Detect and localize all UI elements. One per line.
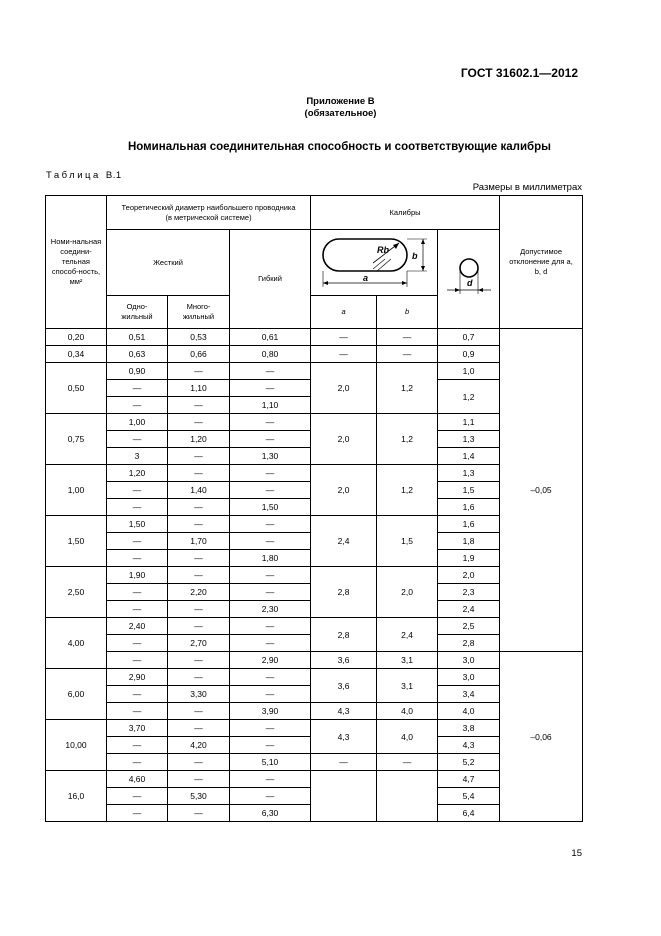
cell-d: 4,3	[438, 737, 500, 754]
cell-multi: 1,40	[168, 482, 230, 499]
cell-single: —	[107, 533, 168, 550]
cell-d: 1,5	[438, 482, 500, 499]
cell-nominal: 0,34	[46, 346, 107, 363]
cell-a: 2,4	[311, 516, 377, 567]
col-b-header: b	[377, 296, 438, 329]
cell-b: 1,2	[377, 465, 438, 516]
cell-flexible: 1,50	[230, 499, 311, 516]
cell-flexible: —	[230, 380, 311, 397]
cell-d: 1,6	[438, 499, 500, 516]
cell-a: 4,3	[311, 720, 377, 754]
cell-multi: —	[168, 771, 230, 788]
cell-nominal: 6,00	[46, 669, 107, 720]
cell-multi: —	[168, 618, 230, 635]
table-row	[46, 652, 583, 669]
cell-single: —	[107, 397, 168, 414]
cell-flexible: —	[230, 465, 311, 482]
cell-b: —	[377, 346, 438, 363]
cell-multi: —	[168, 720, 230, 737]
cell-d: 1,4	[438, 448, 500, 465]
cell-d: 3,8	[438, 720, 500, 737]
round-gauge-figure	[438, 230, 500, 329]
diameter-label: d	[466, 278, 473, 288]
cell-d: 1,6	[438, 516, 500, 533]
cell-d: 3,0	[438, 669, 500, 686]
units-note: Размеры в миллиметрах	[472, 182, 582, 193]
cell-single: —	[107, 686, 168, 703]
table-label	[46, 170, 122, 181]
slot-gauge-figure	[311, 230, 438, 296]
cell-single: 0,90	[107, 363, 168, 380]
cell-flexible: —	[230, 363, 311, 380]
cell-multi: 2,20	[168, 584, 230, 601]
cell-nominal: 16,0	[46, 771, 107, 822]
cell-d: 3,4	[438, 686, 500, 703]
table-row	[46, 329, 583, 346]
cell-flexible: —	[230, 533, 311, 550]
col-nominal-header: Номи-нальная соедини-тельная способ-ность, мм²	[46, 196, 107, 329]
cell-d: 3,0	[438, 652, 500, 669]
cell-a: —	[311, 346, 377, 363]
cell-a: —	[311, 754, 377, 771]
cell-single: 0,51	[107, 329, 168, 346]
cell-flexible: 5,10	[230, 754, 311, 771]
cell-multi: —	[168, 567, 230, 584]
cell-d: 1,3	[438, 431, 500, 448]
cell-multi: 1,10	[168, 380, 230, 397]
col-tolerance-header: Допустимое отклонение для a, b, d	[500, 196, 583, 329]
cell-b: —	[377, 329, 438, 346]
cell-single: —	[107, 380, 168, 397]
appendix-heading	[0, 96, 661, 120]
length-label: a	[363, 272, 369, 283]
cell-flexible: —	[230, 737, 311, 754]
cell-d: 1,9	[438, 550, 500, 567]
cell-multi: 1,70	[168, 533, 230, 550]
cell-nominal: 1,50	[46, 516, 107, 567]
cell-b: 4,0	[377, 703, 438, 720]
cell-b: 1,5	[377, 516, 438, 567]
cell-flexible: —	[230, 771, 311, 788]
slot-gauge-drawing	[311, 231, 438, 295]
cell-single: 1,00	[107, 414, 168, 431]
cell-nominal: 2,50	[46, 567, 107, 618]
cell-multi: —	[168, 550, 230, 567]
cell-flexible: 2,90	[230, 652, 311, 669]
cell-flexible: 6,30	[230, 805, 311, 822]
cell-d: 2,3	[438, 584, 500, 601]
cell-a: 3,6	[311, 652, 377, 669]
cell-multi: —	[168, 652, 230, 669]
data-table	[45, 195, 583, 822]
cell-multi: 2,70	[168, 635, 230, 652]
cell-b: 1,2	[377, 363, 438, 414]
cell-d: 2,0	[438, 567, 500, 584]
cell-flexible: —	[230, 618, 311, 635]
cell-nominal: 0,75	[46, 414, 107, 465]
cell-single: 3,70	[107, 720, 168, 737]
table-label-number: В.1	[105, 170, 122, 181]
cell-flexible: 0,61	[230, 329, 311, 346]
cell-a: 4,3	[311, 703, 377, 720]
cell-multi: —	[168, 601, 230, 618]
cell-d: 2,4	[438, 601, 500, 618]
table-label-prefix: Таблица	[46, 170, 101, 181]
cell-tolerance: –0,06	[500, 652, 583, 822]
cell-single: 2,40	[107, 618, 168, 635]
cell-flexible: 1,80	[230, 550, 311, 567]
cell-flexible: —	[230, 567, 311, 584]
cell-a: 2,0	[311, 363, 377, 414]
cell-multi: —	[168, 516, 230, 533]
radius-label: Rb	[377, 244, 390, 255]
cell-b	[377, 771, 438, 822]
col-flexible-header: Гибкий	[230, 230, 311, 329]
page-title: Номинальная соединительная способность и соответствующие калибры	[128, 141, 551, 153]
standard-number: ГОСТ 31602.1—2012	[460, 66, 578, 80]
col-single-header: Одно-жильный	[107, 296, 168, 329]
page-number: 15	[571, 848, 582, 859]
appendix-status: (обязательное)	[304, 108, 377, 119]
cell-flexible: —	[230, 584, 311, 601]
cell-a: 2,0	[311, 414, 377, 465]
cell-d: 2,5	[438, 618, 500, 635]
cell-nominal: 1,00	[46, 465, 107, 516]
col-theoretical-header: Теоретический диаметр наибольшего проводника (в метрической системе)	[107, 196, 311, 230]
cell-flexible: 2,30	[230, 601, 311, 618]
table-body	[46, 329, 583, 822]
cell-single: —	[107, 499, 168, 516]
cell-single: —	[107, 635, 168, 652]
cell-flexible: 1,30	[230, 448, 311, 465]
cell-flexible: —	[230, 431, 311, 448]
cell-d: 0,7	[438, 329, 500, 346]
cell-multi: 0,66	[168, 346, 230, 363]
cell-d: 1,1	[438, 414, 500, 431]
cell-a: 2,8	[311, 567, 377, 618]
cell-nominal: 10,00	[46, 720, 107, 771]
width-label: b	[412, 250, 418, 261]
cell-nominal: 0,50	[46, 363, 107, 414]
cell-flexible: —	[230, 788, 311, 805]
cell-b: —	[377, 754, 438, 771]
cell-single: —	[107, 788, 168, 805]
cell-multi: 0,53	[168, 329, 230, 346]
cell-single: 0,63	[107, 346, 168, 363]
appendix-title: Приложение В	[306, 96, 375, 107]
cell-nominal: 4,00	[46, 618, 107, 669]
cell-single: —	[107, 550, 168, 567]
cell-multi: —	[168, 499, 230, 516]
cell-a	[311, 771, 377, 822]
cell-b: 1,2	[377, 414, 438, 465]
cell-single: —	[107, 737, 168, 754]
col-multi-header: Много-жильный	[168, 296, 230, 329]
cell-b: 3,1	[377, 669, 438, 703]
cell-multi: —	[168, 703, 230, 720]
cell-single: —	[107, 482, 168, 499]
cell-flexible: 0,80	[230, 346, 311, 363]
col-gauges-header: Калибры	[311, 196, 500, 230]
cell-single: —	[107, 703, 168, 720]
cell-b: 2,4	[377, 618, 438, 652]
cell-flexible: —	[230, 686, 311, 703]
cell-multi: —	[168, 363, 230, 380]
cell-flexible: —	[230, 669, 311, 686]
cell-multi: —	[168, 414, 230, 431]
cell-d: 5,4	[438, 788, 500, 805]
cell-nominal: 0,20	[46, 329, 107, 346]
cell-b: 2,0	[377, 567, 438, 618]
cell-multi: —	[168, 805, 230, 822]
cell-multi: —	[168, 448, 230, 465]
cell-single: —	[107, 431, 168, 448]
cell-a: 2,8	[311, 618, 377, 652]
cell-d: 5,2	[438, 754, 500, 771]
cell-b: 4,0	[377, 720, 438, 754]
cell-multi: 1,20	[168, 431, 230, 448]
cell-multi: —	[168, 669, 230, 686]
cell-multi: 4,20	[168, 737, 230, 754]
cell-d: 1,8	[438, 533, 500, 550]
cell-multi: —	[168, 397, 230, 414]
cell-multi: —	[168, 465, 230, 482]
cell-d: 0,9	[438, 346, 500, 363]
cell-flexible: —	[230, 414, 311, 431]
cell-single: —	[107, 584, 168, 601]
cell-d: 1,3	[438, 465, 500, 482]
cell-flexible: —	[230, 720, 311, 737]
cell-flexible: 3,90	[230, 703, 311, 720]
cell-single: —	[107, 601, 168, 618]
cell-single: —	[107, 754, 168, 771]
cell-single: 3	[107, 448, 168, 465]
cell-flexible: —	[230, 635, 311, 652]
cell-b: 3,1	[377, 652, 438, 669]
col-rigid-header: Жесткий	[107, 230, 230, 296]
round-gauge-drawing	[441, 244, 497, 314]
cell-single: 1,20	[107, 465, 168, 482]
cell-flexible: 1,10	[230, 397, 311, 414]
cell-single: —	[107, 652, 168, 669]
cell-flexible: —	[230, 516, 311, 533]
cell-multi: 3,30	[168, 686, 230, 703]
cell-single: 4,60	[107, 771, 168, 788]
cell-d: 1,0	[438, 363, 500, 380]
cell-d: 1,2	[438, 380, 500, 414]
cell-single: 1,90	[107, 567, 168, 584]
cell-single: 2,90	[107, 669, 168, 686]
cell-d: 4,7	[438, 771, 500, 788]
cell-a: 2,0	[311, 465, 377, 516]
cell-a: —	[311, 329, 377, 346]
cell-tolerance: –0,05	[500, 329, 583, 652]
cell-d: 2,8	[438, 635, 500, 652]
col-a-header: a	[311, 296, 377, 329]
cell-multi: —	[168, 754, 230, 771]
cell-single: —	[107, 805, 168, 822]
cell-d: 4,0	[438, 703, 500, 720]
cell-d: 6,4	[438, 805, 500, 822]
cell-multi: 5,30	[168, 788, 230, 805]
cell-a: 3,6	[311, 669, 377, 703]
cell-single: 1,50	[107, 516, 168, 533]
cell-flexible: —	[230, 482, 311, 499]
